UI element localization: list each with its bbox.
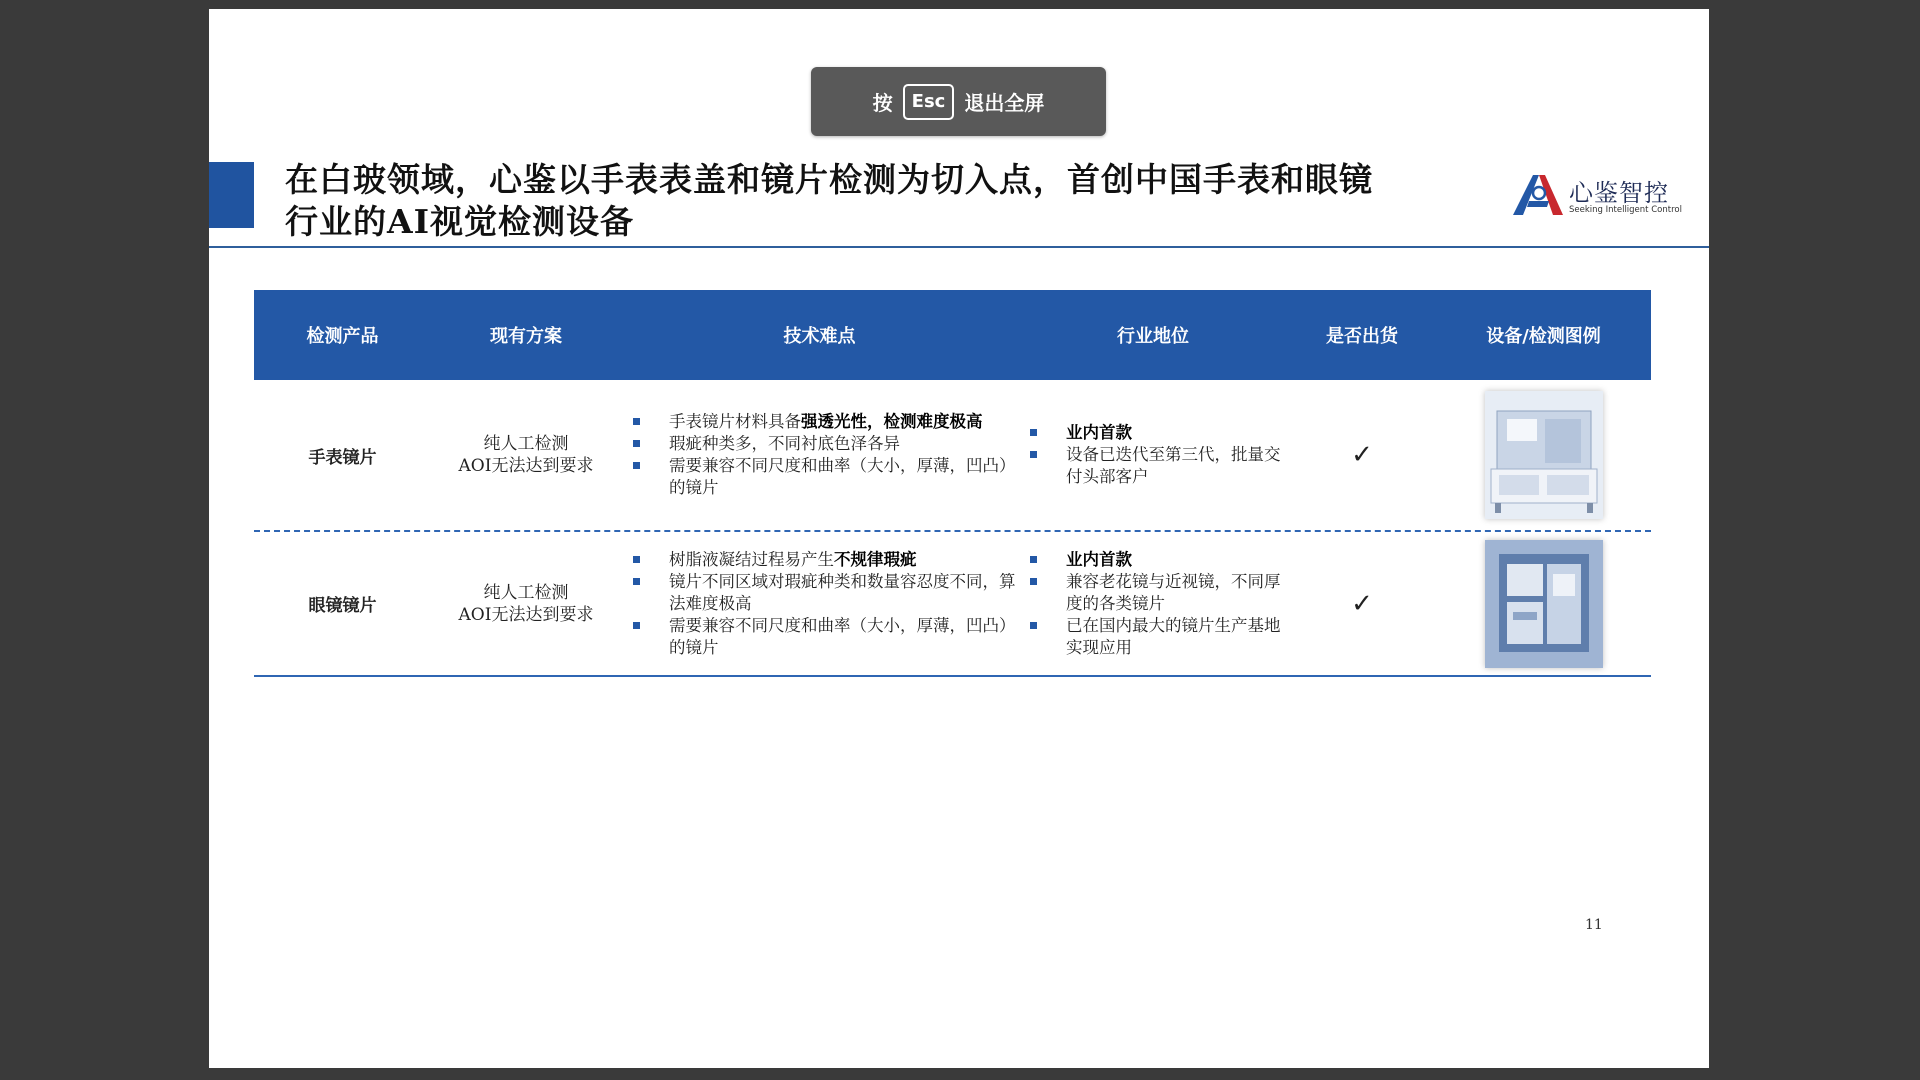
title-divider	[209, 246, 1709, 248]
header-image: 设备/检测图例	[1486, 326, 1601, 347]
solution-line: AOI无法达到要求	[458, 456, 594, 476]
list-item: 业内首款	[1028, 549, 1288, 571]
solution-line: AOI无法达到要求	[458, 604, 594, 625]
difficulty-list	[621, 532, 1018, 675]
inspection-machine-image	[1485, 391, 1603, 519]
existing-solution	[431, 532, 621, 675]
table-row	[254, 380, 1651, 532]
company-logo	[1509, 167, 1682, 219]
product-table	[254, 290, 1651, 677]
device-image-cell	[1436, 532, 1651, 675]
list-item: 业内首款	[1028, 422, 1288, 444]
list-item: 需要兼容不同尺度和曲率（大小，厚薄，凹凸）的镜片	[631, 455, 1018, 499]
list-item: 已在国内最大的镜片生产基地实现应用	[1028, 615, 1288, 659]
logo-chinese-name: 心鉴智控	[1569, 179, 1669, 207]
difficulty-list	[621, 380, 1018, 530]
industry-position-list	[1018, 380, 1288, 530]
slide-title	[285, 159, 1490, 243]
title-accent-bar	[209, 162, 254, 228]
list-item: 瑕疵种类多，不同衬底色泽各异	[631, 433, 1018, 455]
list-item: 兼容老花镜与近视镜，不同厚度的各类镜片	[1028, 571, 1288, 615]
shipped-check-icon: ✓	[1351, 440, 1373, 470]
industry-position-list	[1018, 532, 1288, 675]
solution-line: 纯人工检测	[483, 582, 569, 603]
shipped-check-icon: ✓	[1351, 588, 1373, 619]
logo-mark-icon	[1509, 171, 1565, 217]
list-item: 手表镜片材料具备强透光性，检测难度极高	[631, 411, 1018, 433]
list-item: 设备已迭代至第三代，批量交付头部客户	[1028, 444, 1288, 488]
list-item: 需要兼容不同尺度和曲率（大小，厚薄，凹凸）的镜片	[631, 615, 1018, 659]
hint-press-text: 按	[872, 91, 893, 115]
esc-key-badge: Esc	[903, 84, 955, 120]
header-shipped: 是否出货	[1326, 326, 1398, 347]
table-row	[254, 532, 1651, 677]
product-name: 眼镜镜片	[308, 596, 377, 616]
hint-exit-text: 退出全屏	[964, 91, 1045, 115]
inspection-machine-image	[1485, 540, 1603, 668]
device-image-cell	[1436, 380, 1651, 530]
slide-title-line2: 行业的AI视觉检测设备	[285, 202, 635, 241]
logo-english-name: Seeking Intelligent Control	[1569, 205, 1682, 215]
exit-fullscreen-hint	[811, 67, 1106, 136]
presentation-slide	[209, 9, 1709, 1068]
header-position: 行业地位	[1117, 326, 1189, 347]
list-item: 镜片不同区域对瑕疵种类和数量容忍度不同，算法难度极高	[631, 571, 1018, 615]
header-product: 检测产品	[306, 326, 379, 347]
header-difficulty: 技术难点	[783, 326, 856, 347]
existing-solution	[431, 380, 621, 530]
table-header	[254, 290, 1651, 380]
slide-title-line1: 在白玻领域，心鉴以手表表盖和镜片检测为切入点，首创中国手表和眼镜	[285, 160, 1373, 199]
solution-line: 纯人工检测	[483, 434, 569, 454]
list-item: 树脂液凝结过程易产生不规律瑕疵	[631, 549, 1018, 571]
page-number: 11	[1585, 917, 1603, 933]
product-name: 手表镜片	[308, 447, 377, 468]
header-solution: 现有方案	[490, 326, 562, 347]
